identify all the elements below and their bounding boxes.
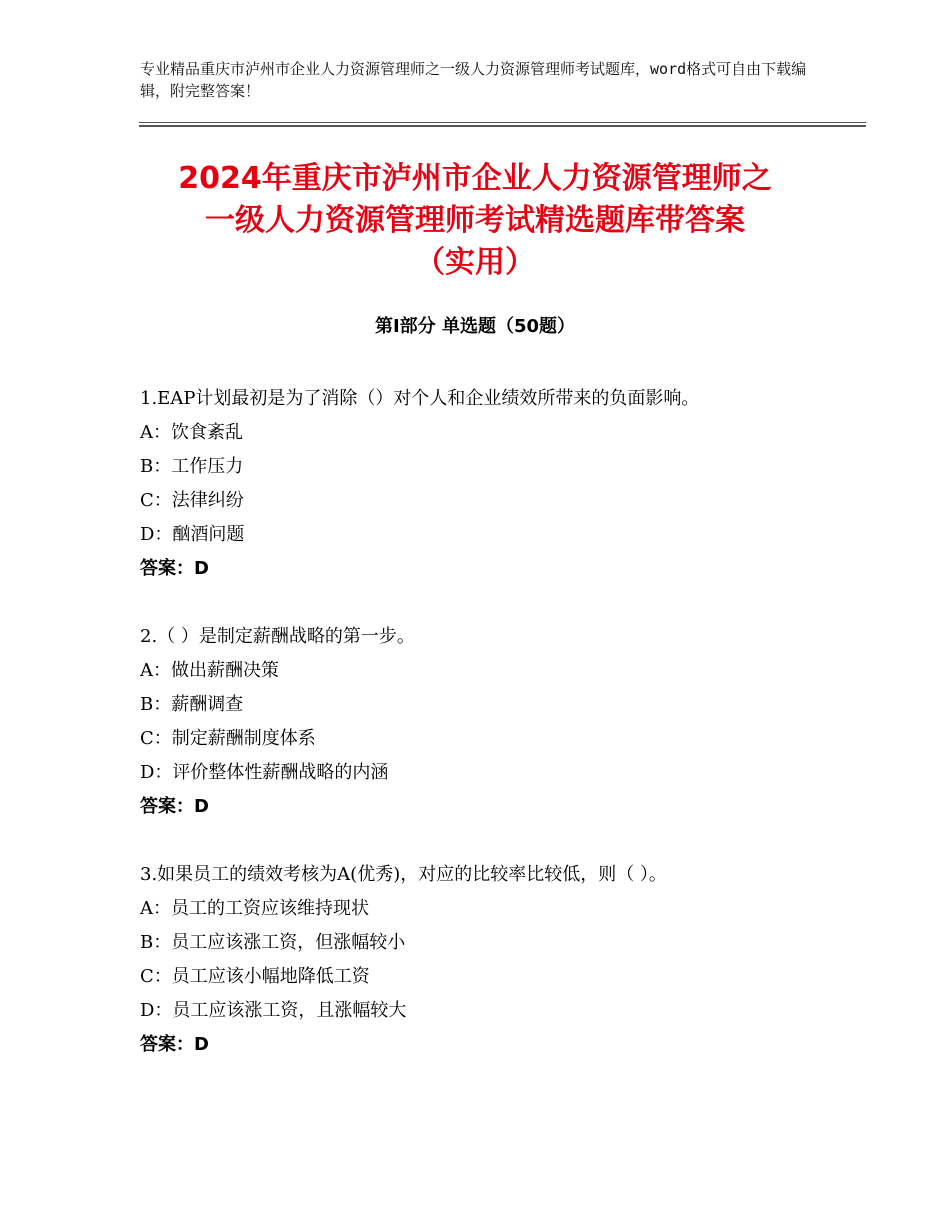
- document-title: [100, 158, 850, 284]
- option-a: A：做出薪酬决策: [140, 660, 279, 681]
- option-b: B：薪酬调查: [140, 694, 244, 715]
- header-note: 专业精品重庆市泸州市企业人力资源管理师之一级人力资源管理师考试题库，word格式可自由下载编辑，附完整答案！: [140, 60, 807, 100]
- option-d: D：员工应该涨工资，且涨幅较大: [140, 1000, 407, 1021]
- question-stem: 2.（ ）是制定薪酬战略的第一步。: [140, 626, 415, 647]
- answer: 答案：D: [140, 1034, 209, 1055]
- option-b: B：员工应该涨工资，但涨幅较小: [140, 932, 406, 953]
- option-a: A：员工的工资应该维持现状: [140, 898, 369, 919]
- option-d: D：评价整体性薪酬战略的内涵: [140, 762, 389, 783]
- option-b: B：工作压力: [140, 456, 244, 477]
- header-divider-thin: [139, 122, 866, 123]
- question-stem: 3.如果员工的绩效考核为A(优秀)，对应的比较率比较低，则（ ）。: [140, 864, 667, 885]
- answer: 答案：D: [140, 796, 209, 817]
- question-2: [140, 620, 860, 824]
- option-c: C：制定薪酬制度体系: [140, 728, 316, 749]
- answer: 答案：D: [140, 558, 209, 579]
- title-line-2: 一级人力资源管理师考试精选题库带答案: [205, 203, 745, 238]
- option-c: C：员工应该小幅地降低工资: [140, 966, 370, 987]
- title-line-1: 2024年重庆市泸州市企业人力资源管理师之: [178, 161, 772, 196]
- option-d: D：酗酒问题: [140, 524, 245, 545]
- question-3: [140, 858, 860, 1062]
- question-1: [140, 382, 860, 586]
- question-list: [140, 382, 860, 1096]
- title-line-3: （实用）: [415, 245, 535, 280]
- section-title: 第Ⅰ部分 单选题（50题）: [374, 316, 575, 337]
- header-divider-thick: [139, 125, 866, 127]
- option-c: C：法律纠纷: [140, 490, 244, 511]
- question-stem: 1.EAP计划最初是为了消除（）对个人和企业绩效所带来的负面影响。: [140, 388, 700, 409]
- option-a: A：饮食紊乱: [140, 422, 243, 443]
